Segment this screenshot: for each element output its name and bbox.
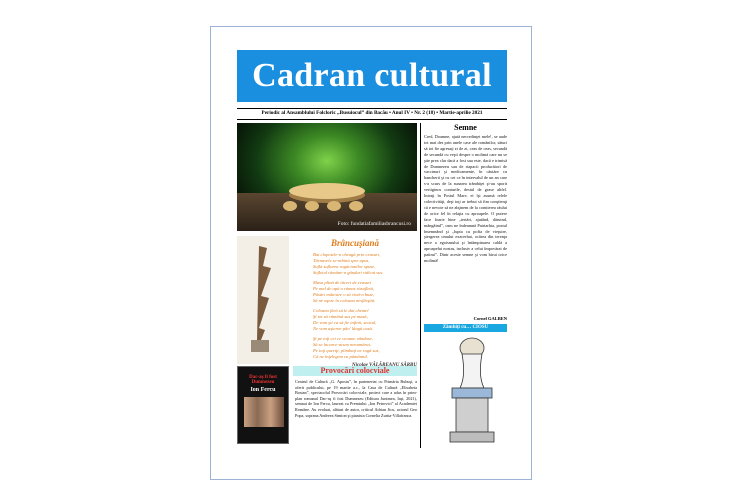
poem-stanza: Coloana fără să le dai chemel Şi tot să rămână sus pe masă, De vom şti ca să fie infinit, seacul, Ne vom aşterne pân' lângă casă. bbox=[313, 308, 377, 331]
poem-stanza: Bat clopotele-n cheagă prin ceasuri, Târnavele se-mbină spre apus, Suflă suflarea rugăciunilor spuse, Sufletul rămâne-n gânduri ridicat sus. bbox=[313, 252, 384, 275]
photo-seat bbox=[283, 201, 297, 211]
semne-text: Cred, Doamne, ajută necredinţei mele!, se aude tot mai des prin unele case ale românilor, sături să tot fie agresaţi zi de zi, ceas de ceas, secundă de secundă cu veşti despre o molimă care nu se ştie prea clar dacă a fost sau este, dacă e trimisă de Dumnezeu sau de riapacii producători de vaccinuri şi medicamente, în căutăre cu bancherii şi cu cei ce în intervalul de un an care s-a scurs de la sunarea trâmbiţei şi-au sporit vertiginos conturile, destul de grase altfel. Intraţi în Postul Mare, ei îşi asumă relele colectivităţi, deşi toţi ar trebui să fim conştienţi că e nevoie să ne abţinem de la comiterea răului de orice fel în relaţia cu aproapele. O putere face foarte bine „tertări, ajutând, dăruind, mângâind”, cum ne îndeamnă Patriarhia, postul însemnând şi „lupta cu pofta de vieţuire, ştergerea omului exacerbat, ocârea din terenţa nece a egoismului şi întâmpinarea caldă a aproapelui nostru, inclusiv a celui împovărat de patimi”. Dintr aceste semne şi vom birui orice molimă! bbox=[424, 134, 507, 264]
photo-caption: Foto: fundatiafamiliasbrancusi.ro bbox=[337, 221, 411, 227]
column-divider bbox=[420, 123, 421, 448]
photo-seat bbox=[327, 201, 341, 211]
semne-author: Cornel GALBEN bbox=[473, 316, 507, 321]
poem-title: Brâncuşiană bbox=[330, 238, 380, 248]
photo-seat bbox=[305, 201, 319, 211]
cartoon-drawing bbox=[432, 336, 500, 448]
poem-stanza: Şi pe toţi cei ce ocoane vânduse, Să se încarce-acum nenumărat, Pe toţi queriţi, plimbaţi ne rugă sus, Că ne înţelegem cu pământul. bbox=[313, 336, 380, 359]
poster-author: Ion Fercu bbox=[250, 387, 276, 393]
issue-line: Periodic al Ansamblului Folcloric „Busuiocul” din Bacău • Anul IV • Nr. 2 (18) • Martie-aprilie 2021 bbox=[237, 108, 507, 120]
semne-title: Semne bbox=[454, 123, 477, 132]
poster-book-title: Dac-aş fi fost Dumnezeu bbox=[249, 375, 277, 385]
poem-stanza: Masa plină de tăceri de ceasuri Pe mal de apă a rămas răsufletă, Păsări măiestre o să vină-n buze, Să ne aşeze în coloana nesfârşită. bbox=[313, 280, 376, 303]
magazine-title: Cadran cultural bbox=[252, 57, 492, 94]
zambiti-banner: Zâmbiţi cu… CIOSU bbox=[424, 324, 507, 332]
book-poster bbox=[237, 366, 289, 444]
poem-block bbox=[293, 236, 417, 364]
magazine-cover bbox=[237, 50, 507, 453]
cover-photo bbox=[237, 123, 417, 231]
sculpture-image bbox=[237, 236, 289, 364]
cartoon-image bbox=[432, 336, 500, 448]
sculpture-drawing bbox=[237, 236, 289, 364]
provocari-title: Provocări colocviale bbox=[293, 366, 417, 376]
photo-table bbox=[289, 183, 365, 199]
provocari-text: Centrul de Cultură „G. Apostu”, în parteneriat cu Primăria Buhuşi, a oferit publicului, pe 19 martie a.c., la Casa de Cultură „Elisabeta Bostan”, spectacolul Provocări colocviale, proiect care a adus în prim-plan romanul Dac-aş fi fost Dumnezeu (Editura Junimea, Iaşi, 2021), semnat de Ion Fercu, laureat cu Premiului „Ion Petrovici” al Academiei Române. Au evoluat, alături de autor, criticul Adrian Jicu, actorul Geo Popa, soprana Andreea Simion şi pianista Cornelia Zurita-Villafranca. bbox=[295, 379, 417, 418]
masthead bbox=[237, 50, 507, 102]
photo-seat bbox=[349, 201, 363, 211]
poster-photo bbox=[244, 397, 284, 427]
